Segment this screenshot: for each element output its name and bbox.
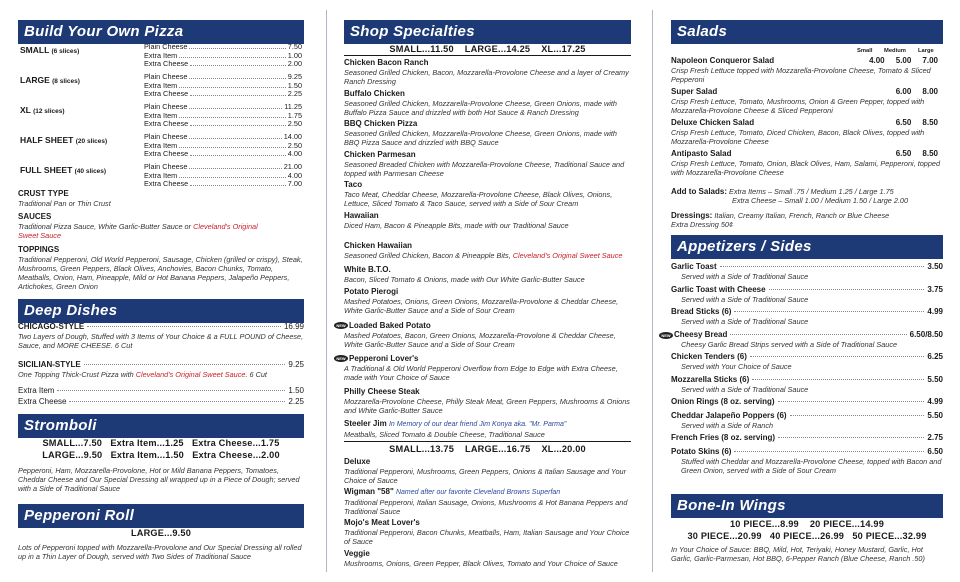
option-price: 7.00 — [287, 179, 302, 189]
item-name: Mojo's Meat Lover's — [344, 518, 420, 527]
build-pizza-header: Build Your Own Pizza — [18, 20, 304, 44]
item-desc: Taco Meat, Cheddar Cheese, Mozzarella-Provolone Cheese, Black Olives, Onions, Lettuce, Sliced Tomato & Taco Sauce, served with a Side of Sour Cream — [344, 190, 613, 209]
specialty-item — [344, 89, 631, 117]
option-label: Extra Cheese — [144, 119, 189, 129]
deep-extras: Extra Item 1.50 Extra Cheese 2.25 — [18, 386, 304, 406]
size-option — [144, 60, 302, 68]
size-label: LARGE — [20, 75, 50, 85]
salad-prices: 6.50 8.50 — [895, 149, 938, 158]
item-name: Taco — [344, 180, 363, 190]
appetizer-desc: Served with a Side of Traditional Sauce — [681, 317, 809, 326]
chicago-price: 16.99 — [283, 322, 304, 331]
salad-prices: 6.50 8.50 — [895, 118, 938, 127]
option-price: 4.00 — [287, 149, 302, 159]
appetizer-name: Onion Rings (8 oz. serving) — [671, 397, 775, 406]
item-name: Chicken Bacon Ranch — [344, 58, 429, 67]
size-count: (40 slices) — [74, 168, 107, 175]
size-label: XL — [20, 105, 31, 115]
item-name: BBQ Chicken Pizza — [344, 119, 418, 129]
toppings-section — [18, 245, 304, 291]
item-name: White B.T.O. — [344, 265, 391, 274]
column-middle — [336, 0, 631, 582]
appetizer-row — [671, 397, 943, 407]
item-desc: A Traditional & Old World Pepperoni Overflow from Edge to Edge with Extra Cheese, made with Your Choice of Sauce — [344, 364, 618, 382]
appetizer-name: Mozzarella Sticks (6) — [671, 374, 750, 384]
divider — [344, 441, 631, 442]
sauces-title: SAUCES — [18, 212, 52, 221]
column-divider — [326, 10, 327, 572]
appetizer-price: 4.99 — [927, 307, 943, 316]
option-price: 2.00 — [287, 59, 302, 69]
item-desc: Seasoned Grilled Chicken, Mozzarella-Provolone Cheese, Green Onions, made with Buffalo Pizza Sauce and drizzled with both Hot Sauce & Ranch Dressing — [344, 98, 617, 117]
size-option — [144, 43, 302, 51]
option-label: Extra Item — [144, 50, 178, 60]
crust-title: CRUST TYPE — [18, 189, 69, 198]
pepperoni-roll-desc: Lots of Pepperoni topped with Mozzarella-Provolone and Our Special Dressing all rolled up in a Thin Layer of Dough, served with Two Sides of Traditional Sauce — [18, 543, 302, 561]
option-price: 1.50 — [287, 80, 302, 90]
sicilian-name: SICILIAN-STYLE — [18, 360, 81, 369]
sauces-section — [18, 212, 304, 240]
size-count: (6 slices) — [51, 48, 80, 55]
option-price: 4.00 — [287, 170, 302, 180]
appetizer-price: 4.99 — [927, 397, 943, 406]
size-name — [20, 45, 79, 55]
appetizer-name: Cheesy Bread — [674, 329, 728, 339]
option-label: Extra Item — [144, 80, 178, 90]
salad-desc: Crisp Fresh Lettuce, Tomato, Mushrooms, Onion & Green Pepper, topped with Mozzarella-Provolone Cheese & Sliced Pepperoni — [671, 97, 925, 115]
appetizer-name: Cheddar Jalapeño Poppers (6) — [671, 410, 787, 420]
option-price: 2.50 — [287, 119, 302, 129]
stromboli-header: Stromboli — [18, 414, 304, 438]
specialty-item — [344, 58, 631, 86]
option-label: Extra Item — [144, 170, 178, 180]
item-name: Deluxe — [344, 457, 371, 466]
new-badge-icon: NEW — [334, 355, 348, 362]
new-badge-icon: NEW — [334, 322, 348, 329]
item-desc: Diced Ham, Bacon & Pineapple Bits, made with our Traditional Sauce — [344, 220, 569, 230]
salad-col-medium: Medium — [884, 48, 906, 54]
salad-item — [671, 118, 943, 146]
size-row — [18, 163, 304, 191]
item-name: Steeler Jim — [344, 419, 387, 428]
specialties-list-1 — [344, 58, 631, 233]
item-name: Hawaiian — [344, 210, 379, 220]
item-note: In Memory of our dear friend Jim Konya aka. "Mr. Parma" — [388, 421, 567, 428]
size-option — [144, 150, 302, 158]
appetizer-price: 5.50 — [927, 374, 943, 384]
pepperoni-roll-header: Pepperoni Roll — [18, 504, 304, 528]
item-desc: Traditional Pepperoni, Bacon Chunks, Meatballs, Ham, Italian Sausage and Your Choice of Sauce — [344, 528, 630, 546]
item-desc: Seasoned Grilled Chicken, Bacon, Mozzarella-Provolone Cheese and a layer of Creamy Ranch Dressing — [344, 68, 629, 86]
deluxe-item — [344, 457, 631, 485]
philly-item — [344, 387, 631, 415]
pepperoni-roll-price: LARGE...9.50 — [130, 528, 192, 538]
item-desc: Seasoned Grilled Chicken, Bacon & Pineapple Bits, Cleveland's Original Sweet Sauce — [344, 251, 623, 260]
size-label: HALF SHEET — [20, 135, 74, 145]
option-label: Extra Item — [144, 110, 178, 120]
column-left — [18, 0, 304, 582]
chicago-name: CHICAGO-STYLE — [18, 322, 85, 331]
crust-text: Traditional Pan or Thin Crust — [18, 199, 111, 208]
item-name: Chicken Parmesan — [344, 149, 416, 159]
specialty-item — [344, 180, 631, 208]
appetizer-desc: Served with a Side of Traditional Sauce — [681, 384, 809, 394]
wings-desc: In Your Choice of Sauce: BBQ, Mild, Hot, Teriyaki, Honey Mustard, Garlic, Hot Garlic, Garlic-Parmesan, Hot BBQ, 6-Pepper Ranch (Blue Cheese, Ranch .50) — [671, 545, 925, 563]
appetizer-row — [671, 433, 943, 443]
option-price: 7.50 — [287, 42, 302, 51]
appetizer-row — [671, 375, 943, 385]
appetizer-price: 3.50 — [927, 262, 943, 271]
size-name — [20, 105, 65, 115]
item-name: Veggie — [344, 549, 370, 558]
option-price: 11.25 — [284, 102, 302, 111]
option-label: Extra Cheese — [144, 59, 189, 69]
salad-name: Antipasto Salad — [671, 149, 732, 158]
appetizer-name: Chicken Tenders (6) — [671, 352, 747, 361]
appetizers-header: Appetizers / Sides — [671, 235, 943, 259]
appetizer-row — [671, 447, 943, 457]
item-desc: Mushrooms, Onions, Green Pepper, Black Olives, Tomato and Your Choice of Sauce — [344, 559, 618, 568]
salad-row — [671, 149, 943, 159]
salad-name: Deluxe Chicken Salad — [671, 118, 755, 127]
item-name: Chicken Hawaiian — [344, 241, 413, 250]
add-to-salads: Add to Salads: Extra Items – Small .75 / Medium 1.25 / Large 1.75 Extra Cheese – Small 1.00 / Medium 1.50 / Large 2.00 — [671, 187, 909, 205]
appetizer-desc: Served with a Side of Ranch — [681, 420, 774, 430]
option-label: Plain Cheese — [144, 162, 188, 171]
appetizer-item — [671, 262, 943, 281]
wings-prices-line1: 10 PIECE...8.99 20 PIECE...14.99 — [729, 519, 885, 529]
salad-col-small: Small — [857, 48, 873, 54]
wigman-item — [344, 487, 631, 516]
specialties-sizes-2: SMALL...13.75 LARGE...16.75 XL...20.00 — [389, 444, 586, 454]
specialty-item — [344, 265, 631, 284]
option-label: Extra Cheese — [144, 179, 189, 189]
option-label: Plain Cheese — [144, 132, 188, 141]
item-name: Pepperoni Lover's — [349, 354, 419, 363]
specialty-item — [344, 150, 631, 178]
appetizer-item — [671, 307, 943, 326]
salad-desc: Crisp Fresh Lettuce, Tomato, Onion, Black Olives, Ham, Salami, Pepperoni, topped with Mozzarella-Provolone Cheese — [671, 159, 941, 177]
size-name — [20, 165, 106, 175]
toppings-text: Traditional Pepperoni, Old World Pepperoni, Sausage, Chicken (grilled or crispy), Steak, Mushrooms, Green Peppers, Black Olives, Anchovies, Bacon Chunks, Tomato, Meatballs, Onion, Ham, Pineapple, Mild or Hot Banana Peppers, Jalapeño Peppers, Artichokes, Green Onion — [18, 255, 303, 291]
size-option — [144, 73, 302, 81]
appetizer-item — [671, 411, 943, 430]
size-name — [20, 135, 107, 145]
item-name: Potato Pierogi — [344, 286, 399, 296]
option-price: 2.50 — [287, 140, 302, 150]
appetizer-desc: Served with a Side of Traditional Sauce — [681, 294, 809, 304]
appetizer-name: Potato Skins (6) — [671, 446, 732, 456]
appetizer-price: 5.50 — [927, 410, 943, 420]
chicago-item — [18, 322, 304, 350]
option-label: Plain Cheese — [144, 42, 188, 51]
salad-prices: 4.00 5.00 7.00 — [869, 56, 938, 65]
dressings: Dressings: Italian, Creamy Italian, French, Ranch or Blue Cheese Extra Dressing 50¢ — [671, 211, 890, 229]
appetizer-name: Garlic Toast — [671, 262, 717, 271]
size-option — [144, 180, 302, 188]
salad-name: Napoleon Conqueror Salad — [671, 56, 775, 65]
pepperoni-lovers-item — [336, 354, 631, 382]
option-price: 9.25 — [287, 72, 302, 81]
option-price: 1.75 — [287, 110, 302, 120]
salad-name: Super Salad — [671, 87, 718, 96]
appetizer-row — [661, 329, 943, 340]
loaded-potato-item — [336, 321, 631, 349]
size-option — [144, 90, 302, 98]
appetizer-desc: Served with Your Choice of Sauce — [681, 362, 792, 371]
sicilian-item — [18, 360, 304, 379]
option-price: 1.00 — [287, 50, 302, 60]
item-desc: Mozzarella-Provolone Cheese, Philly Steak Meat, Green Peppers, Mushrooms & Onions and White Garlic-Butter Sauce — [344, 397, 630, 415]
specialty-item — [344, 287, 631, 315]
stromboli-prices-line1: SMALL...7.50 Extra Item...1.25 Extra Cheese...1.75 — [42, 438, 280, 448]
size-option — [144, 163, 302, 171]
toppings-title: TOPPINGS — [18, 245, 60, 254]
option-price: 14.00 — [283, 132, 302, 141]
salad-item — [671, 87, 943, 115]
specialty-item — [344, 211, 631, 230]
appetizer-desc: Served with a Side of Traditional Sauce — [681, 272, 809, 281]
size-row — [18, 103, 304, 131]
size-row — [18, 73, 304, 101]
salad-desc: Crisp Fresh Lettuce, Tomato, Diced Chicken, Bacon, Black Olives, topped with Mozzarella-Provolone Cheese — [671, 128, 925, 146]
option-label: Plain Cheese — [144, 102, 188, 111]
appetizer-price: 6.50/8.50 — [909, 329, 943, 339]
appetizer-row — [671, 307, 943, 317]
item-desc: Mashed Potatoes, Bacon, Green Onions, Mozzarella-Provolone & Cheddar Cheese, White Garlic-Butter Sauce and a Side of Sour Cream — [344, 331, 616, 349]
option-label: Extra Cheese — [144, 149, 189, 159]
size-count: (20 slices) — [75, 138, 108, 145]
crust-section — [18, 189, 304, 208]
item-note: Named after our favorite Cleveland Browns Superfan — [395, 489, 561, 496]
appetizer-price: 2.75 — [927, 433, 943, 442]
item-name: Philly Cheese Steak — [344, 387, 420, 396]
column-divider — [652, 10, 653, 572]
size-count: (8 slices) — [52, 78, 80, 85]
appetizer-item — [671, 433, 943, 443]
appetizer-item — [671, 285, 943, 304]
specialties-list-2 — [344, 265, 631, 317]
salad-prices: 6.00 8.00 — [895, 87, 938, 96]
shop-specialties-header: Shop Specialties — [344, 20, 631, 44]
deep-dishes-header: Deep Dishes — [18, 299, 304, 323]
appetizer-item — [671, 447, 943, 475]
chicken-hawaiian-item — [344, 241, 631, 260]
appetizer-desc: Stuffed with Cheddar and Mozzarella-Provolone Cheese, topped with Bacon and Green Onion, served with a Side of Sour Cream — [681, 456, 942, 475]
wings-header: Bone-In Wings — [671, 494, 943, 518]
mojo-item — [344, 518, 631, 546]
salad-row — [671, 118, 943, 128]
appetizer-name: French Fries (8 oz. serving) — [671, 433, 776, 442]
appetizer-row — [671, 285, 943, 295]
option-label: Plain Cheese — [144, 72, 188, 81]
appetizer-item — [671, 375, 943, 394]
column-right — [661, 0, 943, 582]
size-row — [18, 133, 304, 161]
size-name — [20, 75, 80, 85]
item-name: Loaded Baked Potato — [349, 321, 431, 330]
appetizer-item — [671, 397, 943, 407]
appetizer-item — [661, 329, 943, 349]
item-desc: Seasoned Grilled Chicken, Mozzarella-Provolone Cheese, Green Onions, made with BBQ Pizza Sauce and drizzled with BBQ Sauce — [344, 129, 617, 148]
appetizer-list — [661, 262, 943, 478]
salad-row — [671, 87, 943, 97]
new-badge-icon: NEW — [659, 332, 673, 339]
size-count: (12 slices) — [33, 108, 65, 115]
item-desc: Mashed Potatoes, Onions, Green Onions, Mozzarella-Provolone & Cheddar Cheese, White Garlic-Butter Sauce and a Side of Sour Cream — [344, 296, 619, 315]
appetizer-desc: Cheesy Garlic Bread Strips served with a Side of Traditional Sauce — [681, 339, 898, 349]
divider — [344, 55, 631, 56]
salad-row — [671, 56, 943, 66]
item-desc: Traditional Pepperoni, Mushrooms, Green Peppers, Onions & Italian Sausage and Your Choice of Sauce — [344, 467, 627, 485]
size-label: SMALL — [20, 45, 50, 55]
item-desc: Bacon, Sliced Tomato & Onions, made with Our White Garlic-Butter Sauce — [344, 275, 585, 284]
specialty-item — [344, 119, 631, 147]
salad-list — [671, 56, 943, 180]
option-label: Extra Item — [144, 140, 178, 150]
size-option — [144, 133, 302, 141]
item-name: Buffalo Chicken — [344, 88, 405, 98]
item-desc: Meatballs, Sliced Tomato & Double Cheese, Traditional Sauce — [344, 430, 545, 439]
specialties-sizes-1: SMALL...11.50 LARGE...14.25 XL...17.25 — [389, 44, 586, 54]
item-desc: Seasoned Breaded Chicken with Mozzarella-Provolone Cheese, Traditional Sauce and topped with Parmesan Cheese — [344, 159, 625, 178]
appetizer-price: 3.75 — [927, 284, 943, 294]
option-label: Extra Cheese — [144, 89, 189, 99]
option-price: 2.25 — [287, 89, 302, 99]
salad-item — [671, 56, 943, 84]
item-name: Wigman "58" — [344, 487, 394, 496]
size-option — [144, 103, 302, 111]
appetizer-item — [671, 352, 943, 371]
salad-desc: Crisp Fresh Lettuce topped with Mozzarella-Provolone Cheese, Tomato & Sliced Pepperoni — [671, 66, 931, 84]
sicilian-price: 9.25 — [288, 360, 304, 369]
size-row — [18, 43, 304, 71]
wings-prices-line2: 30 PIECE...20.99 40 PIECE...26.99 50 PIECE...32.99 — [687, 531, 927, 541]
appetizer-price: 6.50 — [927, 446, 943, 456]
salad-item — [671, 149, 943, 177]
item-desc: Traditional Pepperoni, Italian Sausage, Onions, Mushrooms & Hot Banana Peppers and Traditional Sauce — [344, 498, 628, 516]
size-label: FULL SHEET — [20, 165, 73, 175]
appetizer-price: 6.25 — [927, 352, 943, 361]
stromboli-desc: Pepperoni, Ham, Mozzarella-Provolone, Hot or Mild Banana Peppers, Tomatoes, Cheddar Cheese and Our Special Dressing all wrapped up in a Piece of Dough; served with a Side of Traditional Sauce — [18, 466, 300, 493]
sicilian-desc: One Topping Thick-Crust Pizza with Cleveland's Original Sweet Sauce. 6 Cut — [18, 370, 267, 379]
option-price: 21.00 — [283, 162, 302, 171]
veggie-item — [344, 549, 631, 568]
salad-col-large: Large — [918, 48, 934, 54]
appetizer-row — [671, 352, 943, 362]
appetizer-name: Bread Sticks (6) — [671, 307, 732, 316]
appetizer-row — [671, 262, 943, 272]
salads-header: Salads — [671, 20, 943, 44]
steeler-item — [344, 419, 631, 439]
chicago-desc: Two Layers of Dough, Stuffed with 3 Items of Your Choice & a FULL POUND of Cheese, Sauce, and MORE CHEESE. 6 Cut — [18, 332, 304, 350]
size-option — [144, 120, 302, 128]
sauces-text: Traditional Pizza Sauce, White Garlic-Butter Sauce or Cleveland's Original Sweet Sauce — [18, 222, 258, 240]
appetizer-row — [671, 411, 943, 421]
stromboli-prices-line2: LARGE...9.50 Extra Item...1.50 Extra Cheese...2.00 — [42, 450, 280, 460]
appetizer-name: Garlic Toast with Cheese — [671, 284, 766, 294]
